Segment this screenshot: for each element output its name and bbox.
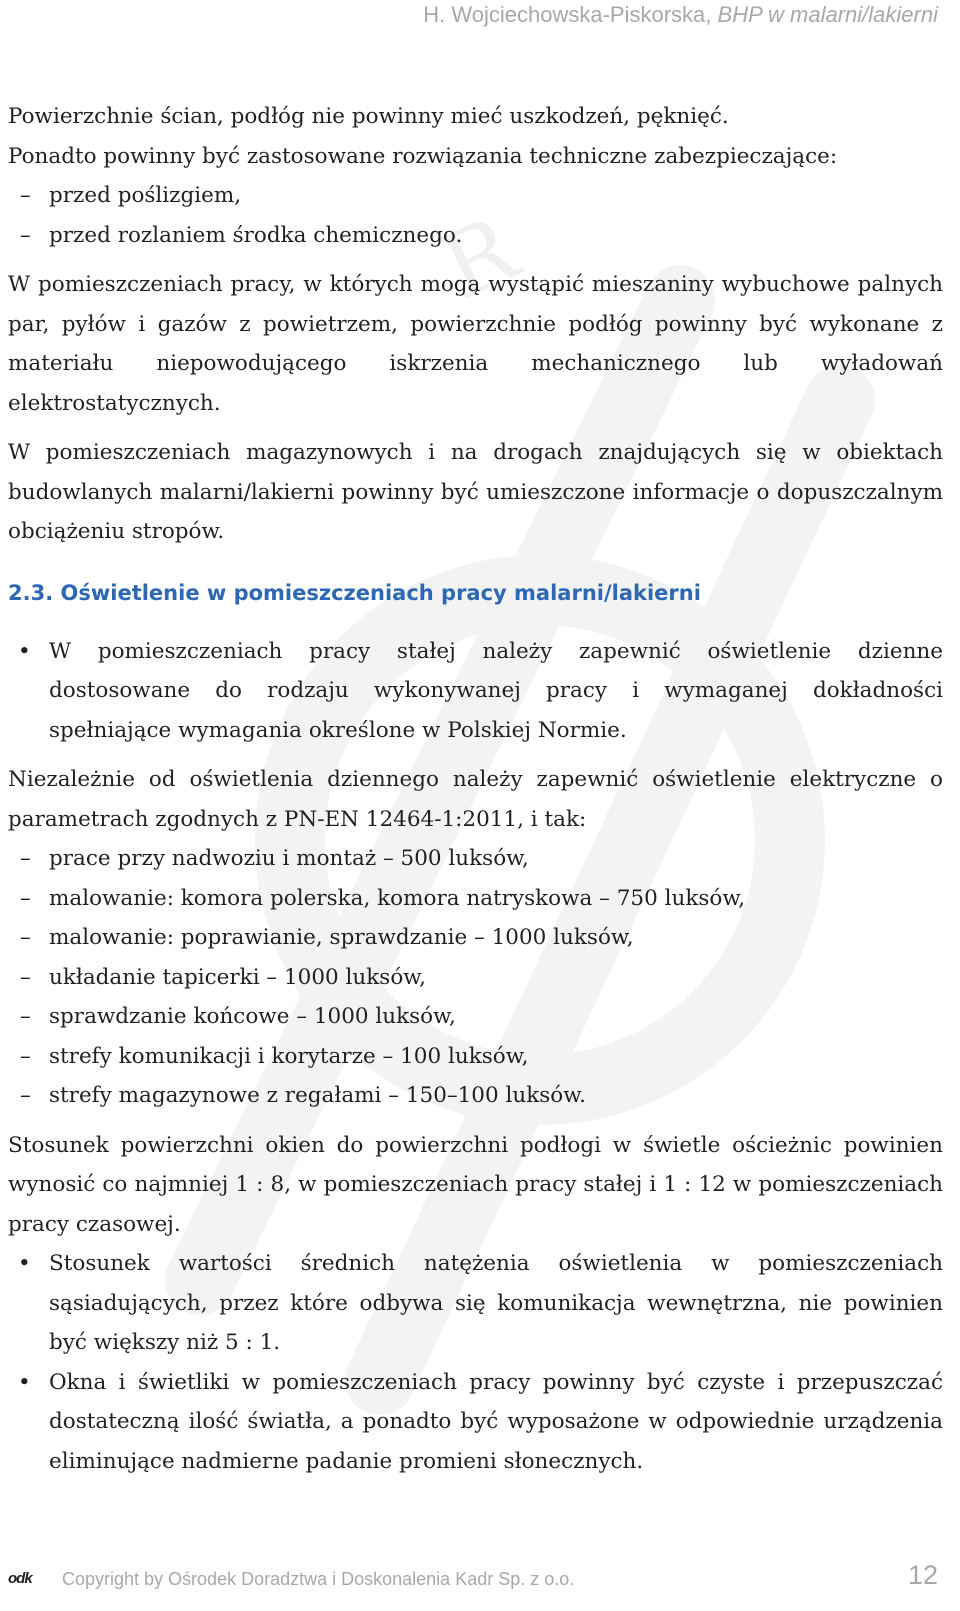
- list-item: – malowanie: poprawianie, sprawdzanie – 1000 luksów,: [8, 918, 943, 958]
- bullet-item: • Okna i świetliki w pomieszczeniach pracy powinny być czyste i przepuszczać dostateczną ilość światła, a ponadto być wyposażone w odpowiednie urządzenia eliminujące nadmierne padanie promieni słonecznych.: [8, 1363, 943, 1482]
- list-item: – przed rozlaniem środka chemicznego.: [8, 216, 943, 256]
- list-item: – strefy komunikacji i korytarze – 100 luksów,: [8, 1037, 943, 1077]
- section-heading: [8, 578, 943, 608]
- header-title: BHP w malarni/lakierni: [717, 2, 938, 27]
- page-footer: [8, 1560, 938, 1600]
- running-header: [423, 2, 938, 28]
- bullet-item: • Stosunek wartości średnich natężenia oświetlenia w pomieszczeniach sąsiadujących, przez które odbywa się komunikacja wewnętrzna, nie powinien być większy niż 5 : 1.: [8, 1244, 943, 1363]
- header-author: H. Wojciechowska-Piskorska,: [423, 2, 718, 27]
- paragraph-storage: W pomieszczeniach magazynowych i na drogach znajdujących się w obiektach budowlanych malarni/lakierni powinny być umieszczone informacje o dopuszczalnym obciążeniu stropów.: [8, 440, 943, 544]
- paragraph-explosive: W pomieszczeniach pracy, w których mogą wystąpić mieszaniny wybuchowe palnych par, pyłów i gazów z powietrzem, powierzchnie podłóg powinny być wykonane z materiału niepowodującego iskrzenia mechanicznego lub wyładowań elektrostatycznych.: [8, 272, 943, 416]
- list-item: – sprawdzanie końcowe – 1000 luksów,: [8, 997, 943, 1037]
- bullet-item: • W pomieszczeniach pracy stałej należy zapewnić oświetlenie dzienne dostosowane do rodzaju wykonywanej pracy i wymaganej dokładności spełniające wymagania określone w Polskiej Normie.: [8, 632, 943, 751]
- list-item: – strefy magazynowe z regałami – 150–100 luksów.: [8, 1076, 943, 1116]
- section-title: Oświetlenie w pomieszczeniach pracy malarni/lakierni: [60, 580, 701, 605]
- list-item: – malowanie: komora polerska, komora natryskowa – 750 luksów,: [8, 879, 943, 919]
- list-item: – przed poślizgiem,: [8, 176, 943, 216]
- paragraph-surfaces: Powierzchnie ścian, podłóg nie powinny mieć uszkodzeń, pęknięć.: [8, 104, 729, 129]
- page-content: [8, 97, 943, 1491]
- safeguards-list: [8, 176, 943, 255]
- section-number: 2.3.: [8, 580, 54, 605]
- list-item: – układanie tapicerki – 1000 luksów,: [8, 958, 943, 998]
- svg-text:R: R: [426, 196, 532, 321]
- lux-levels-list: [8, 839, 943, 1116]
- list-item: – prace przy nadwoziu i montaż – 500 luksów,: [8, 839, 943, 879]
- copyright-notice: Copyright by Ośrodek Doradztwa i Doskonalenia Kadr Sp. z o.o.: [62, 1569, 575, 1589]
- lighting-bullet-list: [8, 1244, 943, 1481]
- paragraph-safeguards: Ponadto powinny być zastosowane rozwiązania techniczne zabezpieczające:: [8, 143, 838, 169]
- paragraph-electric-light: Niezależnie od oświetlenia dziennego należy zapewnić oświetlenie elektryczne o parametrach zgodnych z PN-EN 12464-1:2011, i tak:: [8, 767, 943, 832]
- page-number: 12: [907, 1560, 938, 1590]
- paragraph-window-ratio: Stosunek powierzchni okien do powierzchni podłogi w świetle ościeżnic powinien wynosić co najmniej 1 : 8, w pomieszczeniach pracy stałej i 1 : 12 w pomieszczeniach pracy czasowej.: [8, 1132, 943, 1237]
- daylight-bullet-list: [8, 632, 943, 751]
- publisher-logo: odk: [8, 1570, 32, 1587]
